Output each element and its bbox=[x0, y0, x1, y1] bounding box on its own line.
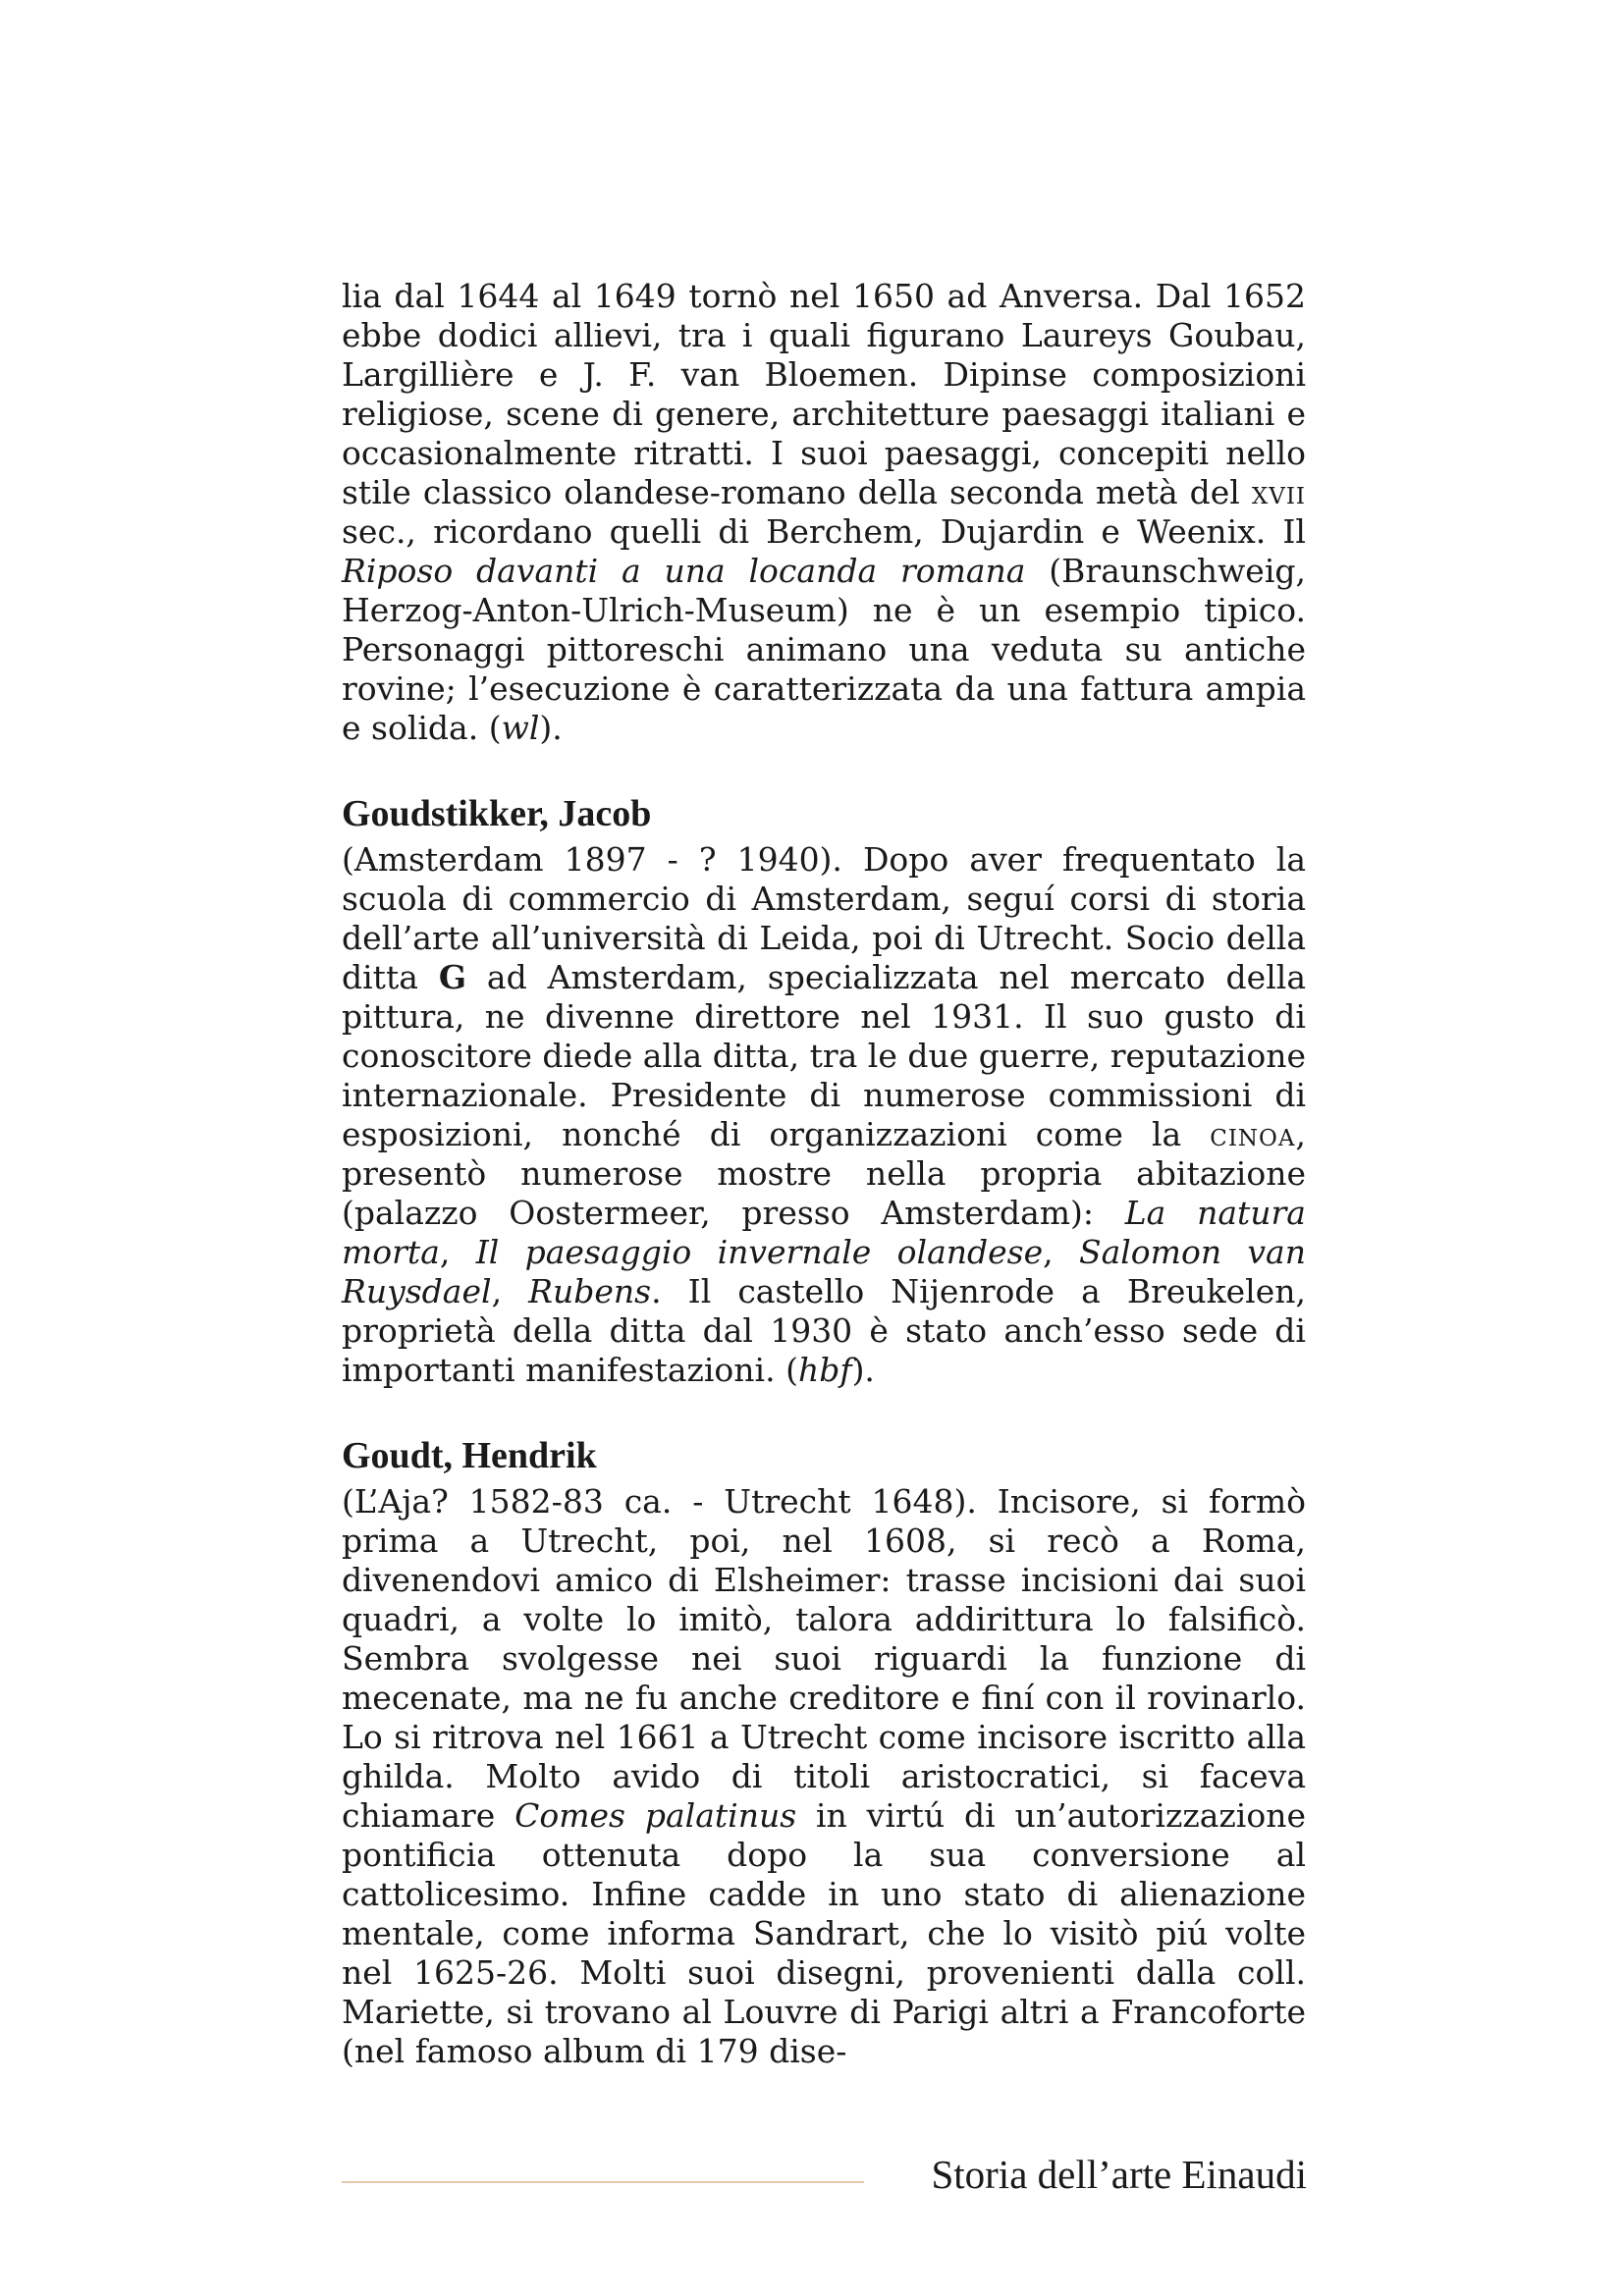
exhibition-title: Salomon van Ruysdael bbox=[342, 1233, 1306, 1310]
text-column bbox=[342, 277, 1306, 2071]
work-title: Riposo davanti a una locanda romana bbox=[342, 552, 1026, 590]
entry-heading-goudstikker: Goudstikker, Jacob bbox=[342, 793, 652, 834]
continuation-paragraph: lia dal 1644 al 1649 tornò nel 1650 ad Anversa. Dal 1652 ebbe dodici allievi, tra i quali figurano Laureys Goubau, Largillière e J. F. van Bloemen. Dipinse composizioni religiose, scene di genere, architetture paesaggi italiani e occasionalmente ritratti. I suoi paesaggi, concepiti nello stile classico olandese-romano della seconda metà del xvii sec., ricordano quelli di Berchem, Dujardin e Weenix. Il Riposo davanti a una locanda romana (Braunschweig, Herzog-Anton-Ulrich-Museum) ne è un esempio tipico. Personaggi pittoreschi animano una veduta su antiche rovine; l’esecuzione è caratterizzata da una fattura ampia e solida. (wl). bbox=[342, 277, 1306, 747]
org-smallcaps: cinoa bbox=[1210, 1115, 1296, 1153]
entry-body-goudt: (L’Aja? 1582-83 ca. - Utrecht 1648). Incisore, si formò prima a Utrecht, poi, nel 1608, si recò a Roma, divenendovi amico di Elsheimer: trasse incisioni dai suoi quadri, a volte lo imitò, talora addirittura lo falsificò. Sembra svolgesse nei suoi riguardi la funzione di mecenate, ma ne fu anche creditore e finí con il rovinarlo. Lo si ritrova nel 1661 a Utrecht come incisore iscritto alla ghilda. Molto avido di titoli aristocratici, si faceva chiamare Comes palatinus in virtú di un’autorizzazione pontificia ottenuta dopo la sua conversione al cattolicesimo. Infine cadde in uno stato di alienazione mentale, come informa Sandrart, che lo visitò piú volte nel 1625-26. Molti suoi disegni, provenienti dalla coll. Mariette, si trovano al Louvre di Parigi altri a Francoforte (nel famoso album di 179 dise- bbox=[342, 1482, 1306, 2070]
author-initials: wl bbox=[501, 709, 540, 747]
footer-publisher: Storia dell’arte Einaudi bbox=[931, 2152, 1307, 2197]
exhibition-title: La natura morta bbox=[342, 1194, 1306, 1271]
exhibition-title: Rubens bbox=[528, 1272, 652, 1310]
exhibition-title: Il paesaggio invernale olandese bbox=[475, 1233, 1044, 1271]
century-smallcaps: xvii bbox=[1251, 473, 1306, 511]
author-initials: hbf bbox=[797, 1351, 852, 1389]
footer-rule bbox=[342, 2181, 864, 2183]
entry-initial: G bbox=[438, 958, 466, 996]
entry-body-goudstikker: (Amsterdam 1897 - ? 1940). Dopo aver frequentato la scuola di commercio di Amsterdam, seguí corsi di storia dell’arte all’università di Leida, poi di Utrecht. Socio della ditta G ad Amsterdam, specializzata nel mercato della pittura, ne divenne direttore nel 1931. Il suo gusto di conoscitore diede alla ditta, tra le due guerre, reputazione internazionale. Presidente di numerose commissioni di esposizioni, nonché di organizzazioni come la cinoa, presentò numerose mostre nella propria abitazione (palazzo Oostermeer, presso Amsterdam): La natura morta, Il paesaggio invernale olandese, Salomon van Ruysdael, Rubens. Il castello Nijenrode a Breukelen, proprietà della ditta dal 1930 è stato anch’esso sede di importanti manifestazioni. (hbf). bbox=[342, 840, 1306, 1389]
honorific-title: Comes palatinus bbox=[514, 1796, 797, 1835]
entry-heading-goudt: Goudt, Hendrik bbox=[342, 1435, 597, 1476]
